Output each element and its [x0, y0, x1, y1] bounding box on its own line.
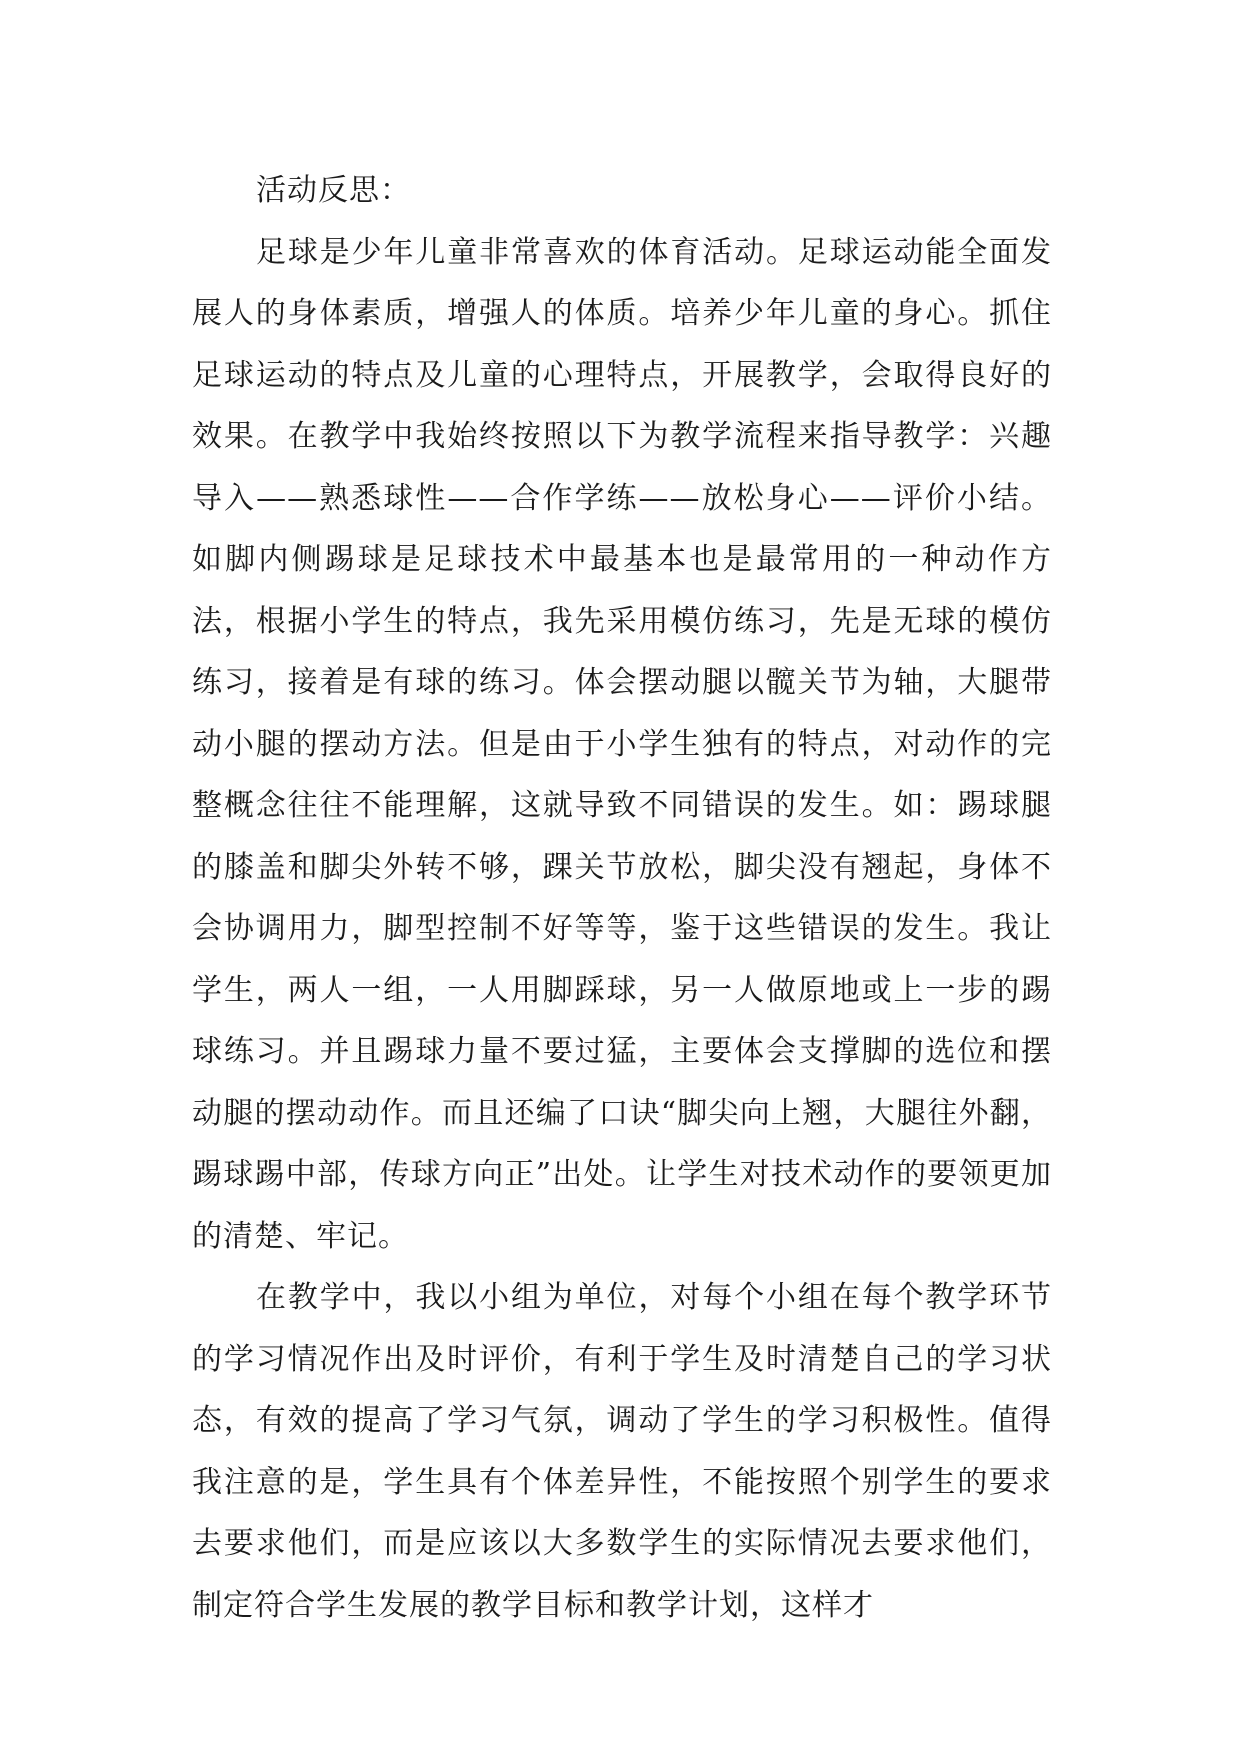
paragraph-1: 足球是少年儿童非常喜欢的体育活动。足球运动能全面发展人的身体素质，增强人的体质。培养少年儿童的身心。抓住足球运动的特点及儿童的心理特点，开展教学，会取得良好的效果。在教学中我始终按照以下为教学流程来指导教学：兴趣导入——熟悉球性——合作学练——放松身心——评价小结。如脚内侧踢球是足球技术中最基本也是最常用的一种动作方法，根据小学生的特点，我先采用模仿练习，先是无球的模仿练习，接着是有球的练习。体会摆动腿以髋关节为轴，大腿带动小腿的摆动方法。但是由于小学生独有的特点，对动作的完整概念往往不能理解，这就导致不同错误的发生。如：踢球腿的膝盖和脚尖外转不够，踝关节放松，脚尖没有翘起，身体不会协调用力，脚型控制不好等等，鉴于这些错误的发生。我让学生，两人一组，一人用脚踩球，另一人做原地或上一步的踢球练习。并且踢球力量不要过猛，主要体会支撑脚的选位和摆动腿的摆动动作。而且还编了口诀“脚尖向上翘，大腿往外翻，踢球踢中部，传球方向正”出处。让学生对技术动作的要领更加的清楚、牢记。 — [192, 234, 1052, 1254]
document-body — [192, 160, 1052, 1636]
section-heading: 活动反思： — [256, 173, 411, 208]
paragraph-2: 在教学中，我以小组为单位，对每个小组在每个教学环节的学习情况作出及时评价，有利于学生及时清楚自己的学习状态，有效的提高了学习气氛，调动了学生的学习积极性。值得我注意的是，学生具有个体差异性，不能按照个别学生的要求去要求他们，而是应该以大多数学生的实际情况去要求他们，制定符合学生发展的教学目标和教学计划，这样才 — [192, 1280, 1052, 1623]
